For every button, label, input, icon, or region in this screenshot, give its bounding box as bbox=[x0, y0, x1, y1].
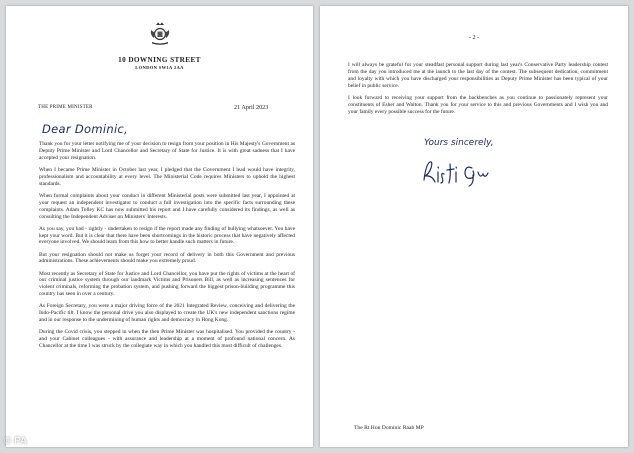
paragraph: Thank you for your letter notifying me of your decision to resign from your position in His Majesty's Government as Deputy Prime Minister and Lord Chancellor and Secretary of State for Justice. It is with great sadness that I have accepted your resignation. bbox=[39, 141, 295, 161]
paragraph: I look forward to receiving your support from the backbenches as you continue to passionately represent your constituents of Esher and Walton. Thank you for your service to this and previous Governments and I wish you and your family every possible success for the future. bbox=[348, 95, 608, 116]
paragraph: I will always be grateful for your steadfast personal support during last year's Conservative Party leadership contest from the day you introduced me at the launch to the last day of the contest. The subsequent dedication, commitment and loyalty with which you have discharged your responsibilities as Deputy Prime Minister has been typical of your belief in public service. bbox=[348, 62, 608, 89]
letter-date: 21 April 2023 bbox=[234, 104, 269, 111]
closing: Yours sincerely, bbox=[424, 138, 494, 148]
letter-page-2 bbox=[320, 6, 628, 447]
letterhead-address: 10 DOWNING STREET bbox=[118, 56, 201, 64]
paragraph: But your resignation should not make us forget your record of delivery in both this Government and previous administrations. These achievements should make you extremely proud. bbox=[39, 251, 295, 265]
signature-icon bbox=[420, 158, 500, 188]
paragraph: As Foreign Secretary, you were a major driving force of the 2021 Integrated Review, conceiving and delivering the Indo-Pacific tilt. I know the personal drive you also displayed to create the UK's new independent sanctions regime and in our response to the undermining of human rights and democracy in Hong Kong. bbox=[39, 303, 295, 324]
paragraph: As you say, you had - rightly - undertaken to resign if the report made any finding of bullying whatsoever. You have kept your word. But it is clear that there have been shortcomings in the historic process that have negatively affected everyone involved. We should learn from this how to better handle such matters in future. bbox=[39, 225, 295, 246]
salutation: Dear Dominic, bbox=[42, 122, 129, 136]
letter-body bbox=[39, 141, 295, 355]
paragraph: During the Covid crisis, you stepped in when the then Prime Minister was hospitalised. You provided the country - and your Cabinet colleagues - with assurance and leadership at a moment of profound national concern. As Chancellor at the time I was struck by the collegiate way in which you handled this most difficult of challenges. bbox=[39, 329, 295, 350]
sender-title: THE PRIME MINISTER bbox=[38, 105, 93, 110]
letterhead-city: LONDON SW1A 2AA bbox=[135, 65, 184, 70]
royal-crest-icon bbox=[149, 22, 171, 46]
photo-credit: © PA bbox=[4, 436, 27, 447]
paragraph: When I became Prime Minister in October last year, I pledged that the Government I lead would have integrity, professionalism and accountability at every level. The Ministerial Code requires Ministers to uphold the highest standards. bbox=[39, 166, 295, 187]
letter-page-1 bbox=[6, 6, 313, 447]
paragraph: When formal complaints about your conduct in different Ministerial posts were submitted last year, I appointed at your request an independent investigator to conduct a full investigation into the specific facts surrounding these complaints. Adam Tolley KC has now submitted his report and I have carefully considered its findings, as well as consulting the Independent Adviser on Ministers' Interests. bbox=[39, 192, 295, 220]
addressee: The Rt Hon Dominic Raab MP bbox=[354, 425, 424, 431]
letter-body bbox=[348, 62, 608, 122]
page-number: - 2 - bbox=[469, 35, 479, 41]
paragraph: Most recently as Secretary of State for Justice and Lord Chancellor, you have put the rights of victims at the heart of our criminal justice system through our landmark Victims and Prisoners Bill, as well as increasing sentences for violent criminals, reforming the probation system, and pushing forward the biggest prison-building programme this country has seen in over a century. bbox=[39, 270, 295, 298]
